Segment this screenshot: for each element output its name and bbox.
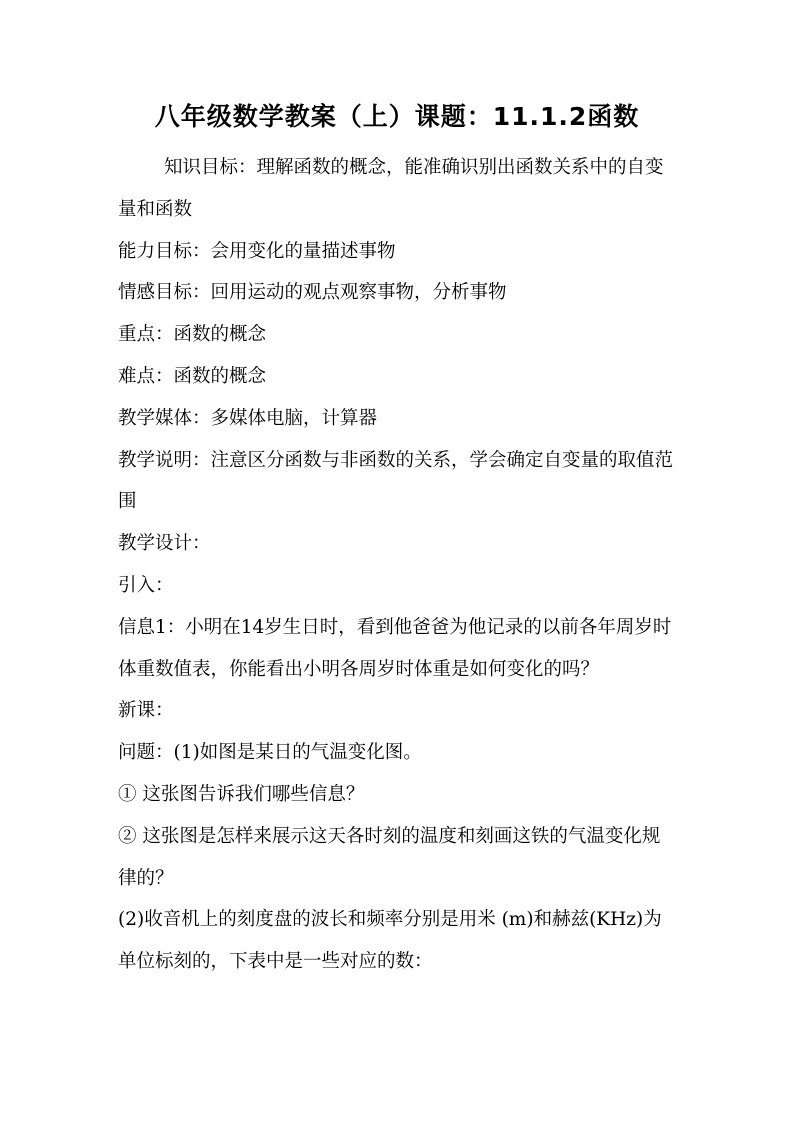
- paragraph-question-1: 问题：(1)如图是某日的气温变化图。: [118, 742, 422, 764]
- paragraph-knowledge-goal: 知识目标：理解函数的概念，能准确识别出函数关系中的自变量和函数: [118, 157, 664, 220]
- paragraph-new-lesson-heading: 新课：: [118, 700, 174, 722]
- paragraph-key-point: 重点：函数的概念: [118, 324, 267, 346]
- paragraph-question-2: (2)收音机上的刻度盘的波长和频率分别是用米 (m)和赫兹(KHz)为单位标刻的，下表中是一些对应的数：: [118, 909, 662, 973]
- paragraph-media: 教学媒体：多媒体电脑，计算器: [118, 407, 378, 429]
- paragraph-ability-goal: 能力目标：会用变化的量描述事物: [118, 240, 396, 262]
- document-body: [118, 147, 678, 983]
- paragraph-intro-heading: 引入：: [118, 574, 174, 596]
- paragraph-difficulty: 难点：函数的概念: [118, 365, 267, 387]
- paragraph-subquestion-2: ② 这张图是怎样来展示这天各时刻的温度和刻画这铁的气温变化规律的？: [118, 825, 661, 889]
- page-title: 八年级数学教案（上）课题：11.1.2函数: [154, 102, 640, 131]
- paragraph-teaching-note: 教学说明：注意区分函数与非函数的关系，学会确定自变量的取值范围: [118, 449, 674, 513]
- paragraph-emotion-goal: 情感目标：回用运动的观点观察事物，分析事物: [118, 282, 507, 304]
- paragraph-design-heading: 教学设计：: [118, 533, 211, 555]
- paragraph-info-1: 信息1：小明在14岁生日时，看到他爸爸为他记录的以前各年周岁时体重数值表，你能看出小明各周岁时体重是如何变化的吗？: [118, 616, 672, 680]
- paragraph-subquestion-1: ① 这张图告诉我们哪些信息？: [118, 783, 365, 805]
